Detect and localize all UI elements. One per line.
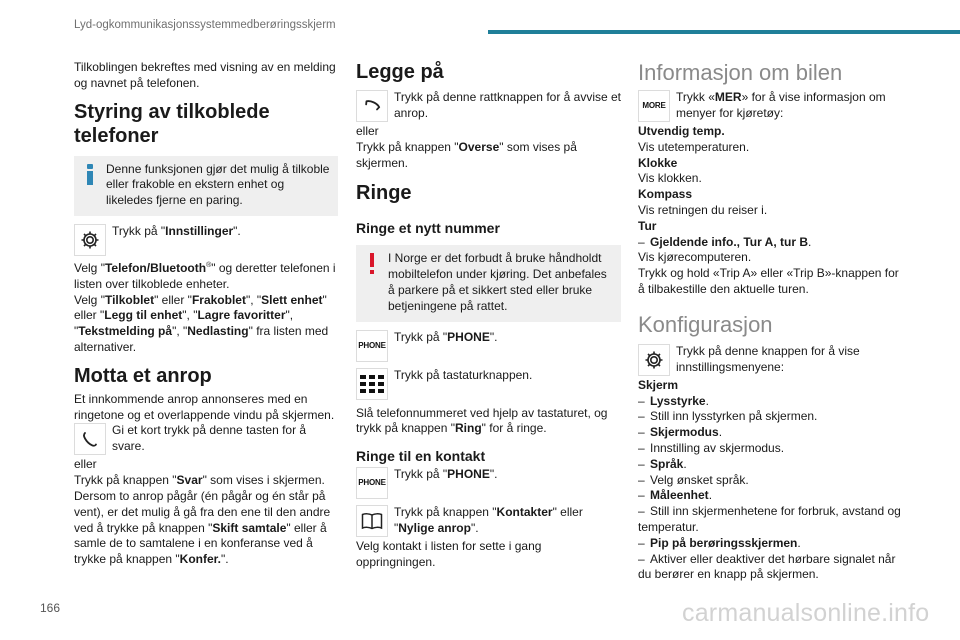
phone-button-icon: PHONE (356, 467, 388, 499)
instruction-settings: Trykk på "Innstillinger". (74, 224, 338, 258)
instruction-contacts: Trykk på knappen "Kontakter" eller "Nylige anrop". (356, 505, 621, 539)
list-item: – Still inn lysstyrken på skjermen. (638, 409, 818, 424)
heading-call: Ringe (356, 182, 412, 205)
settings-label: Innstillinger (165, 223, 234, 238)
instruction-phone-1: PHONE Trykk på "PHONE". (356, 330, 621, 364)
phone-handset-icon (74, 423, 106, 455)
list-item: – Pip på berøringsskjermen. (638, 535, 801, 550)
header-accent-bar (488, 30, 960, 34)
info-box (74, 156, 338, 216)
running-header: Lyd-ogkommunikasjonssystemmedberøringsskjerm (74, 19, 336, 31)
info-box-text: Denne funksjonen gjør det mulig å tilkoble eller frakoble en ekstern enhet og likeledes fjerne en paring. (106, 161, 330, 208)
heading-configuration: Konfigurasjon (638, 311, 773, 337)
conference-text: Dersom to anrop pågår (én pågår og én står på vent), er det mulig å gå fra den ene til den andre ved å trykke på knappen "Skift samtale" eller å samle de to samtalene i en konferanse ved å trykke på knappen "Konfer.". (74, 488, 331, 567)
phone-button-icon: PHONE (356, 330, 388, 362)
list-item: – Innstilling av skjermodus. (638, 440, 785, 455)
list-item: – Lysstyrke. (638, 393, 709, 408)
incoming-call-text: Et innkommende anrop annonseres med en ringetone og et overlappende vindu på skjermen. (74, 391, 335, 422)
instruction-reject: Trykk på denne rattknappen for å avvise et anrop. (356, 90, 621, 124)
warning-box-text: I Norge er det forbudt å bruke håndholdt mobiltelefon under kjøring. Det anbefales å parkere på et sikkert sted eller bruke betjeningene på rattet. (388, 251, 607, 313)
heading-receive-call: Motta et anrop (74, 364, 212, 387)
page-number: 166 (40, 601, 61, 615)
column-1: Tilkoblingen bekreftes med visning av en melding og navnet på telefonen. Styring av tilkoblede telefoner Denne funksjonen gjør det mulig å tilkoble eller frakoble en ekstern enhet og likeledes fjerne en paring. Trykk på "Innstillinger". Velg "Telefon/Bluetooth®" og deretter telefonen i listen over tilkoblede enheter. Velg "Tilkoblet" eller "Frakoblet", "Slett enhet" eller "Legg til enhet", "Lagre favoritter", "Tekstmelding på", "Nedlasting" fra listen med alternativer. Motta et anrop Et innkommende anrop annonseres med en ringetone og et overlappende vindu på skjermen. Gi et kort trykk på denne tasten for å svare. eller Trykk på knappen "Svar" som vises i skjermen. Dersom to anrop pågår (én pågår og én står på vent), er det mulig å gå fra den ene til den andre ved å trykke på knappen "Skift samtale" eller å samle de to samtalene i en konferanse ved å trykke på knappen "Konfer.". (74, 60, 338, 568)
keypad-grid-icon (356, 368, 388, 400)
list-item: – Velg ønsket språk. (638, 472, 749, 487)
column-2: Legge på Trykk på denne rattknappen for å avvise et anrop. eller Trykk på knappen "Overse" som vises på skjermen. Ringe Ringe et nytt nummer I Norge er det forbudt å bruke håndholdt mobiltelefon under kjøring. Det anbefales å parkere på et sikkert sted eller bruke betjeningene på rattet. PHONE Trykk på "PHONE". Trykk på tastaturknappen. Slå telefonnummeret ved hjelp av tastaturet, og trykk på knappen "Ring" for å ringe. Ringe til en kontakt PHONE Trykk på "PHONE". Trykk på knappen "Kontakter" eller "Nylige anrop". Velg kontakt i listen for sette i gang oppringningen. (356, 61, 622, 569)
phone-handset-hangup-icon (356, 90, 388, 122)
list-item: – Still inn skjermenhetene for forbruk, avstand og temperatur. (638, 504, 901, 534)
heading-vehicle-info: Informasjon om bilen (638, 60, 843, 85)
heading-hang-up: Legge på (356, 61, 444, 83)
column-3: Informasjon om bilen MORE Trykk «MER» for å vise informasjon om menyer for kjøretøy: Utvendig temp. Vis utetemperaturen. Klokke Vis klokken. Kompass Vis retningen du reiser i. Tur – Gjeldende info., Tur A, tur B. Vis kjørecomputeren. Trykk og hold «Trip A» eller «Trip B»-knappen for å tilbakestille den aktuelle turen. Konfigurasjon Trykk på denne knappen for å vise innstillingsmenyene: Skjerm – Lysstyrke. – Still inn lysstyrken på skjermen. – Skjermodus. – Innstilling av skjermodus. – Språk. – Velg ønsket språk. – Måleenhet. – Still inn skjermenhetene for forbruk, avstand og temperatur. – Pip på berøringsskjermen. – Aktiver eller deaktiver det hørbare signalet når du berører en knapp på skjermen. (638, 60, 906, 583)
heading-new-number: Ringe et nytt nummer (356, 220, 500, 237)
screen-settings-list (638, 394, 906, 584)
list-item: – Skjermodus. (638, 425, 723, 440)
gear-icon (638, 344, 670, 376)
info-icon (86, 164, 94, 185)
heading-call-contact: Ringe til en kontakt (356, 448, 486, 465)
warning-box (356, 245, 621, 321)
list-item: – Aktiver eller deaktiver det hørbare signalet når du berører en knapp på skjermen. (638, 551, 896, 582)
warning-icon (370, 253, 374, 275)
instruction-config: Trykk på denne knappen for å vise innstillingsmenyene: (638, 344, 906, 378)
connection-confirmation-text: Tilkoblingen bekreftes med visning av en melding og navnet på telefonen. (74, 60, 336, 90)
instruction-phone-2: PHONE Trykk på "PHONE". (356, 467, 621, 501)
list-item: – Språk. (638, 456, 687, 471)
watermark: carmanualsonline.info (682, 599, 930, 627)
address-book-icon (356, 505, 388, 537)
list-item: – Måleenhet. (638, 488, 713, 503)
gear-icon (74, 224, 106, 256)
instruction-more: MORE Trykk «MER» for å vise informasjon om menyer for kjøretøy: (638, 90, 906, 124)
heading-manage-phones: Styring av tilkoblede telefoner (74, 100, 270, 147)
instruction-answer: Gi et kort trykk på denne tasten for å svare. (74, 423, 338, 457)
more-button-icon: MORE (638, 90, 670, 122)
instruction-keypad: Trykk på tastaturknappen. (356, 368, 621, 402)
select-phone-text: Velg "Telefon/Bluetooth®" og deretter telefonen i listen over tilkoblede enheter. Velg "Tilkoblet" eller "Frakoblet", "Slett enhet" eller "Legg til enhet", "Lagre favoritter", "Tekstmelding på", "Nedlasting" fra listen med alternativer. (74, 260, 336, 354)
